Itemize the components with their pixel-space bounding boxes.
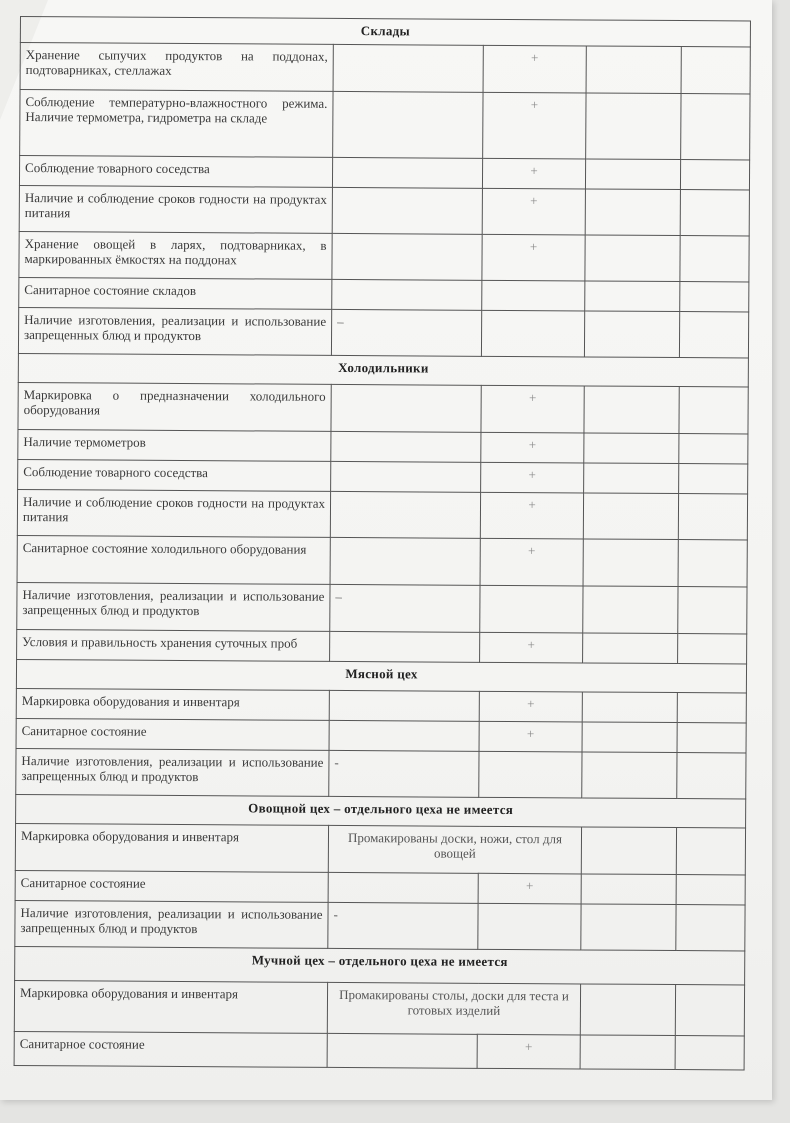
table-row	[19, 156, 749, 190]
criterion-label: Наличие изготовления, реализации и использование запрещенных блюд и продуктов	[15, 900, 328, 948]
note-cell: –	[330, 584, 480, 632]
blank-cell	[680, 282, 749, 312]
criterion-label: Наличие изготовления, реализации и использование запрещенных блюд и продуктов	[18, 307, 331, 355]
note-cell: Промакированы столы, доски для теста и готовых изделий	[327, 982, 580, 1035]
mark-cell: +	[482, 158, 585, 189]
blank-cell	[677, 723, 746, 753]
section-header-row	[15, 946, 745, 984]
criterion-label: Наличие и соблюдение сроков годности на продуктах питания	[19, 185, 332, 233]
blank-cell	[678, 587, 747, 634]
note-cell: -	[329, 750, 479, 797]
criterion-label: Маркировка о предназначении холодильного оборудования	[18, 382, 331, 431]
blank-cell	[581, 827, 676, 875]
note-cell	[332, 279, 482, 310]
mark-cell: +	[481, 385, 584, 433]
table-row	[15, 823, 745, 874]
criterion-label: Хранение сыпучих продуктов на поддонах, подтоварниках, стеллажах	[20, 43, 333, 92]
blank-cell	[681, 94, 750, 160]
mark-cell	[479, 751, 582, 798]
mark-cell: +	[479, 691, 582, 722]
criterion-label: Хранение овощей в ларях, подтоварниках, в маркированных ёмкостях на поддонах	[19, 231, 332, 279]
blank-cell	[582, 722, 677, 753]
criterion-label: Санитарное состояние	[15, 870, 328, 902]
criterion-label: Санитарное состояние холодильного оборудования	[17, 535, 330, 584]
blank-cell	[586, 46, 681, 94]
note-cell	[332, 187, 482, 234]
blank-cell	[676, 875, 745, 905]
blank-cell	[680, 236, 749, 282]
table-row	[19, 277, 749, 311]
mark-cell: +	[477, 1034, 580, 1069]
section-title-meat-shop: Мясной цех	[16, 659, 746, 692]
note-cell	[330, 537, 480, 585]
blank-cell	[583, 586, 678, 634]
table-row	[20, 90, 750, 160]
note-cell	[331, 384, 481, 432]
section-title-flour-shop: Мучной цех – отдельного цеха не имеется	[15, 946, 745, 984]
table-row	[16, 718, 746, 752]
blank-cell	[680, 190, 749, 236]
criterion-label: Санитарное состояние	[16, 718, 329, 750]
mark-cell: +	[482, 188, 585, 235]
note-cell: Промакированы доски, ножи, стол для овощей	[328, 825, 581, 874]
section-header-row	[16, 794, 746, 827]
blank-cell	[584, 433, 679, 464]
note-cell	[330, 491, 480, 538]
blank-cell	[676, 905, 745, 951]
blank-cell	[584, 463, 679, 494]
mark-cell: +	[481, 432, 584, 463]
section-header-row	[16, 659, 746, 692]
criterion-label: Соблюдение температурно-влажностного режима. Наличие термометра, гидрометра на складе	[20, 90, 333, 158]
table-row	[17, 629, 747, 663]
blank-cell	[585, 159, 680, 190]
blank-cell	[678, 634, 747, 664]
criterion-label: Соблюдение товарного соседства	[18, 459, 331, 491]
section-title-refrigerators: Холодильники	[18, 353, 748, 386]
section-header-row	[18, 353, 748, 386]
blank-cell	[580, 984, 675, 1036]
table-row	[17, 582, 747, 633]
criterion-label: Наличие изготовления, реализации и использование запрещенных блюд и продуктов	[17, 582, 330, 631]
blank-cell	[583, 493, 678, 540]
blank-cell	[677, 693, 746, 723]
mark-cell: +	[483, 92, 586, 159]
note-cell	[329, 720, 479, 751]
blank-cell	[680, 160, 749, 190]
blank-cell	[584, 386, 679, 434]
blank-cell	[678, 540, 747, 587]
criterion-label: Маркировка оборудования и инвентаря	[15, 823, 328, 872]
note-cell: -	[328, 902, 478, 949]
note-cell	[333, 91, 483, 158]
note-cell	[331, 431, 481, 462]
criterion-label: Соблюдение товарного соседства	[19, 156, 332, 188]
note-cell	[332, 157, 482, 188]
mark-cell: +	[478, 873, 581, 904]
blank-cell	[584, 311, 679, 358]
blank-cell	[581, 874, 676, 905]
criterion-label: Наличие термометров	[18, 429, 331, 461]
blank-cell	[581, 904, 676, 951]
table-row	[18, 307, 748, 357]
mark-cell	[478, 903, 581, 950]
table-row	[20, 43, 750, 94]
blank-cell	[582, 692, 677, 723]
table-row	[14, 980, 744, 1035]
section-title-warehouses: Склады	[20, 17, 750, 47]
blank-cell	[679, 387, 748, 434]
note-cell: –	[331, 309, 481, 356]
table-row	[19, 185, 749, 235]
blank-cell	[677, 753, 746, 799]
table-row	[18, 459, 748, 493]
blank-cell	[676, 828, 745, 875]
blank-cell	[679, 434, 748, 464]
inspection-checklist-table	[14, 16, 751, 1070]
note-cell	[330, 631, 480, 662]
section-title-vegetable-shop: Овощной цех – отдельного цеха не имеется	[16, 794, 746, 827]
table-row	[17, 535, 747, 586]
table-row	[18, 429, 748, 463]
criterion-label: Наличие изготовления, реализации и использование запрещенных блюд и продуктов	[16, 748, 329, 796]
blank-cell	[681, 47, 750, 94]
table-row	[19, 231, 749, 281]
blank-cell	[678, 494, 747, 540]
mark-cell: +	[483, 45, 586, 93]
criterion-label: Условия и правильность хранения суточных проб	[17, 629, 330, 661]
table-row	[16, 748, 746, 798]
mark-cell: +	[480, 492, 583, 539]
blank-cell	[675, 1036, 744, 1070]
criterion-label: Наличие и соблюдение сроков годности на продуктах питания	[17, 489, 330, 537]
mark-cell: +	[479, 721, 582, 752]
table-row	[17, 489, 747, 539]
mark-cell	[481, 310, 584, 357]
table-row	[16, 688, 746, 722]
mark-cell: +	[480, 538, 583, 586]
blank-cell	[585, 281, 680, 312]
note-cell	[333, 44, 483, 92]
blank-cell	[675, 985, 744, 1036]
mark-cell	[482, 280, 585, 311]
mark-cell	[480, 585, 583, 633]
criterion-label: Санитарное состояние складов	[19, 277, 332, 309]
criterion-label: Санитарное состояние	[14, 1031, 327, 1067]
note-cell	[332, 233, 482, 280]
blank-cell	[679, 464, 748, 494]
blank-cell	[585, 189, 680, 236]
note-cell	[329, 690, 479, 721]
mark-cell: +	[480, 632, 583, 663]
note-cell	[327, 1033, 477, 1068]
criterion-label: Маркировка оборудования и инвентаря	[14, 980, 327, 1033]
table-row	[15, 870, 745, 904]
mark-cell: +	[482, 234, 585, 281]
blank-cell	[679, 312, 748, 358]
blank-cell	[582, 752, 677, 799]
criterion-label: Маркировка оборудования и инвентаря	[16, 688, 329, 720]
mark-cell: +	[481, 462, 584, 493]
note-cell	[328, 872, 478, 903]
blank-cell	[580, 1035, 675, 1070]
table-row	[15, 900, 745, 950]
blank-cell	[583, 633, 678, 664]
table-row	[14, 1031, 744, 1069]
blank-cell	[585, 235, 680, 282]
table-row	[18, 382, 748, 433]
note-cell	[331, 461, 481, 492]
blank-cell	[583, 539, 678, 587]
blank-cell	[586, 93, 681, 160]
